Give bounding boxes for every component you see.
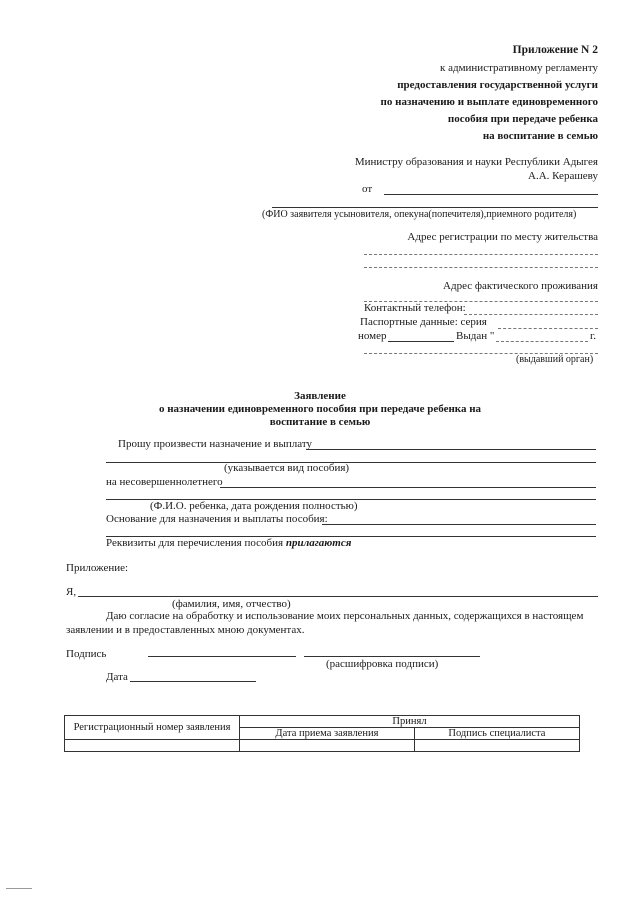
request-label: Прошу произвести назначение и выплату xyxy=(118,438,313,450)
appendix-title: Приложение N 2 xyxy=(512,44,598,56)
benefit-caption: (указывается вид пособия) xyxy=(224,462,350,474)
number-label: номер xyxy=(358,330,387,342)
date-accepted-header: Дата приема заявления xyxy=(240,728,415,740)
accepted-header: Принял xyxy=(240,716,580,728)
consent-text-2: заявлении и в предоставленных мною документах. xyxy=(66,624,305,636)
request-line-2[interactable] xyxy=(106,462,596,463)
document-subtitle-1: о назначении единовременного пособия при передаче ребенка на xyxy=(158,403,482,415)
requisites-emphasis: прилагаются xyxy=(285,537,352,549)
header-line-5: на воспитание в семью xyxy=(482,130,598,142)
passport-series-line[interactable] xyxy=(498,328,598,329)
reg-address-line-2[interactable] xyxy=(364,267,598,268)
year-label: г. xyxy=(590,330,597,342)
signature-line[interactable] xyxy=(148,656,296,657)
date-accepted-cell[interactable] xyxy=(240,740,415,752)
number-line[interactable] xyxy=(388,341,454,342)
reg-address-label: Адрес регистрации по месту жительства xyxy=(407,231,598,243)
specialist-signature-cell[interactable] xyxy=(414,740,579,752)
applicant-caption: (ФИО заявителя усыновителя, опекуна(попечителя),приемного родителя) xyxy=(262,209,577,220)
reg-address-line-1[interactable] xyxy=(364,254,598,255)
footer-mark xyxy=(6,888,32,889)
child-caption: (Ф.И.О. ребенка, дата рождения полностью) xyxy=(150,500,358,512)
applicant-line[interactable] xyxy=(272,207,598,208)
issued-date-line[interactable] xyxy=(496,341,588,342)
basis-line[interactable] xyxy=(322,524,596,525)
phone-label: Контактный телефон: xyxy=(364,302,466,314)
signature-decoding-line[interactable] xyxy=(304,656,480,657)
reg-number-cell[interactable] xyxy=(65,740,240,752)
signature-label: Подпись xyxy=(66,648,107,660)
from-line[interactable] xyxy=(384,194,598,195)
issuer-caption: (выдавший орган) xyxy=(516,354,594,365)
request-line[interactable] xyxy=(306,449,596,450)
addressee-line-1: Министру образования и науки Республики Адыгея xyxy=(354,156,598,168)
name-caption: (фамилия, имя, отчество) xyxy=(172,598,291,610)
specialist-signature-header: Подпись специалиста xyxy=(414,728,579,740)
document-subtitle-2: воспитание в семью xyxy=(269,416,371,428)
actual-address-label: Адрес фактического проживания xyxy=(443,280,598,292)
header-line-1: к административному регламенту xyxy=(440,62,598,74)
requisites-label: Реквизиты для перечисления пособия прилагаются xyxy=(106,537,352,549)
issued-label: Выдан " xyxy=(456,330,495,342)
header-line-2: предоставления государственной услуги xyxy=(397,79,598,91)
date-label: Дата xyxy=(106,671,128,683)
addressee-line-2: А.А. Керашеву xyxy=(528,170,598,182)
signature-caption: (расшифровка подписи) xyxy=(326,658,439,670)
reg-number-header: Регистрационный номер заявления xyxy=(65,716,240,740)
registration-table xyxy=(64,715,580,752)
full-name-line[interactable] xyxy=(78,596,598,597)
date-line[interactable] xyxy=(130,681,256,682)
consent-text-1: Даю согласие на обработку и использование моих персональных данных, содержащихся в настоящем xyxy=(106,610,584,622)
document-title: Заявление xyxy=(294,390,346,402)
attachment-label: Приложение: xyxy=(66,562,129,574)
passport-label: Паспортные данные: серия xyxy=(360,316,487,328)
minor-label: на несовершеннолетнего xyxy=(106,476,223,488)
header-line-4: пособия при передаче ребенка xyxy=(447,113,598,125)
phone-line[interactable] xyxy=(464,314,598,315)
header-line-3: по назначению и выплате единовременного xyxy=(380,96,598,108)
minor-line[interactable] xyxy=(220,487,596,488)
basis-label: Основание для назначения и выплаты пособия: xyxy=(106,513,328,525)
i-label: Я, xyxy=(66,586,77,598)
from-label: от xyxy=(362,183,373,195)
